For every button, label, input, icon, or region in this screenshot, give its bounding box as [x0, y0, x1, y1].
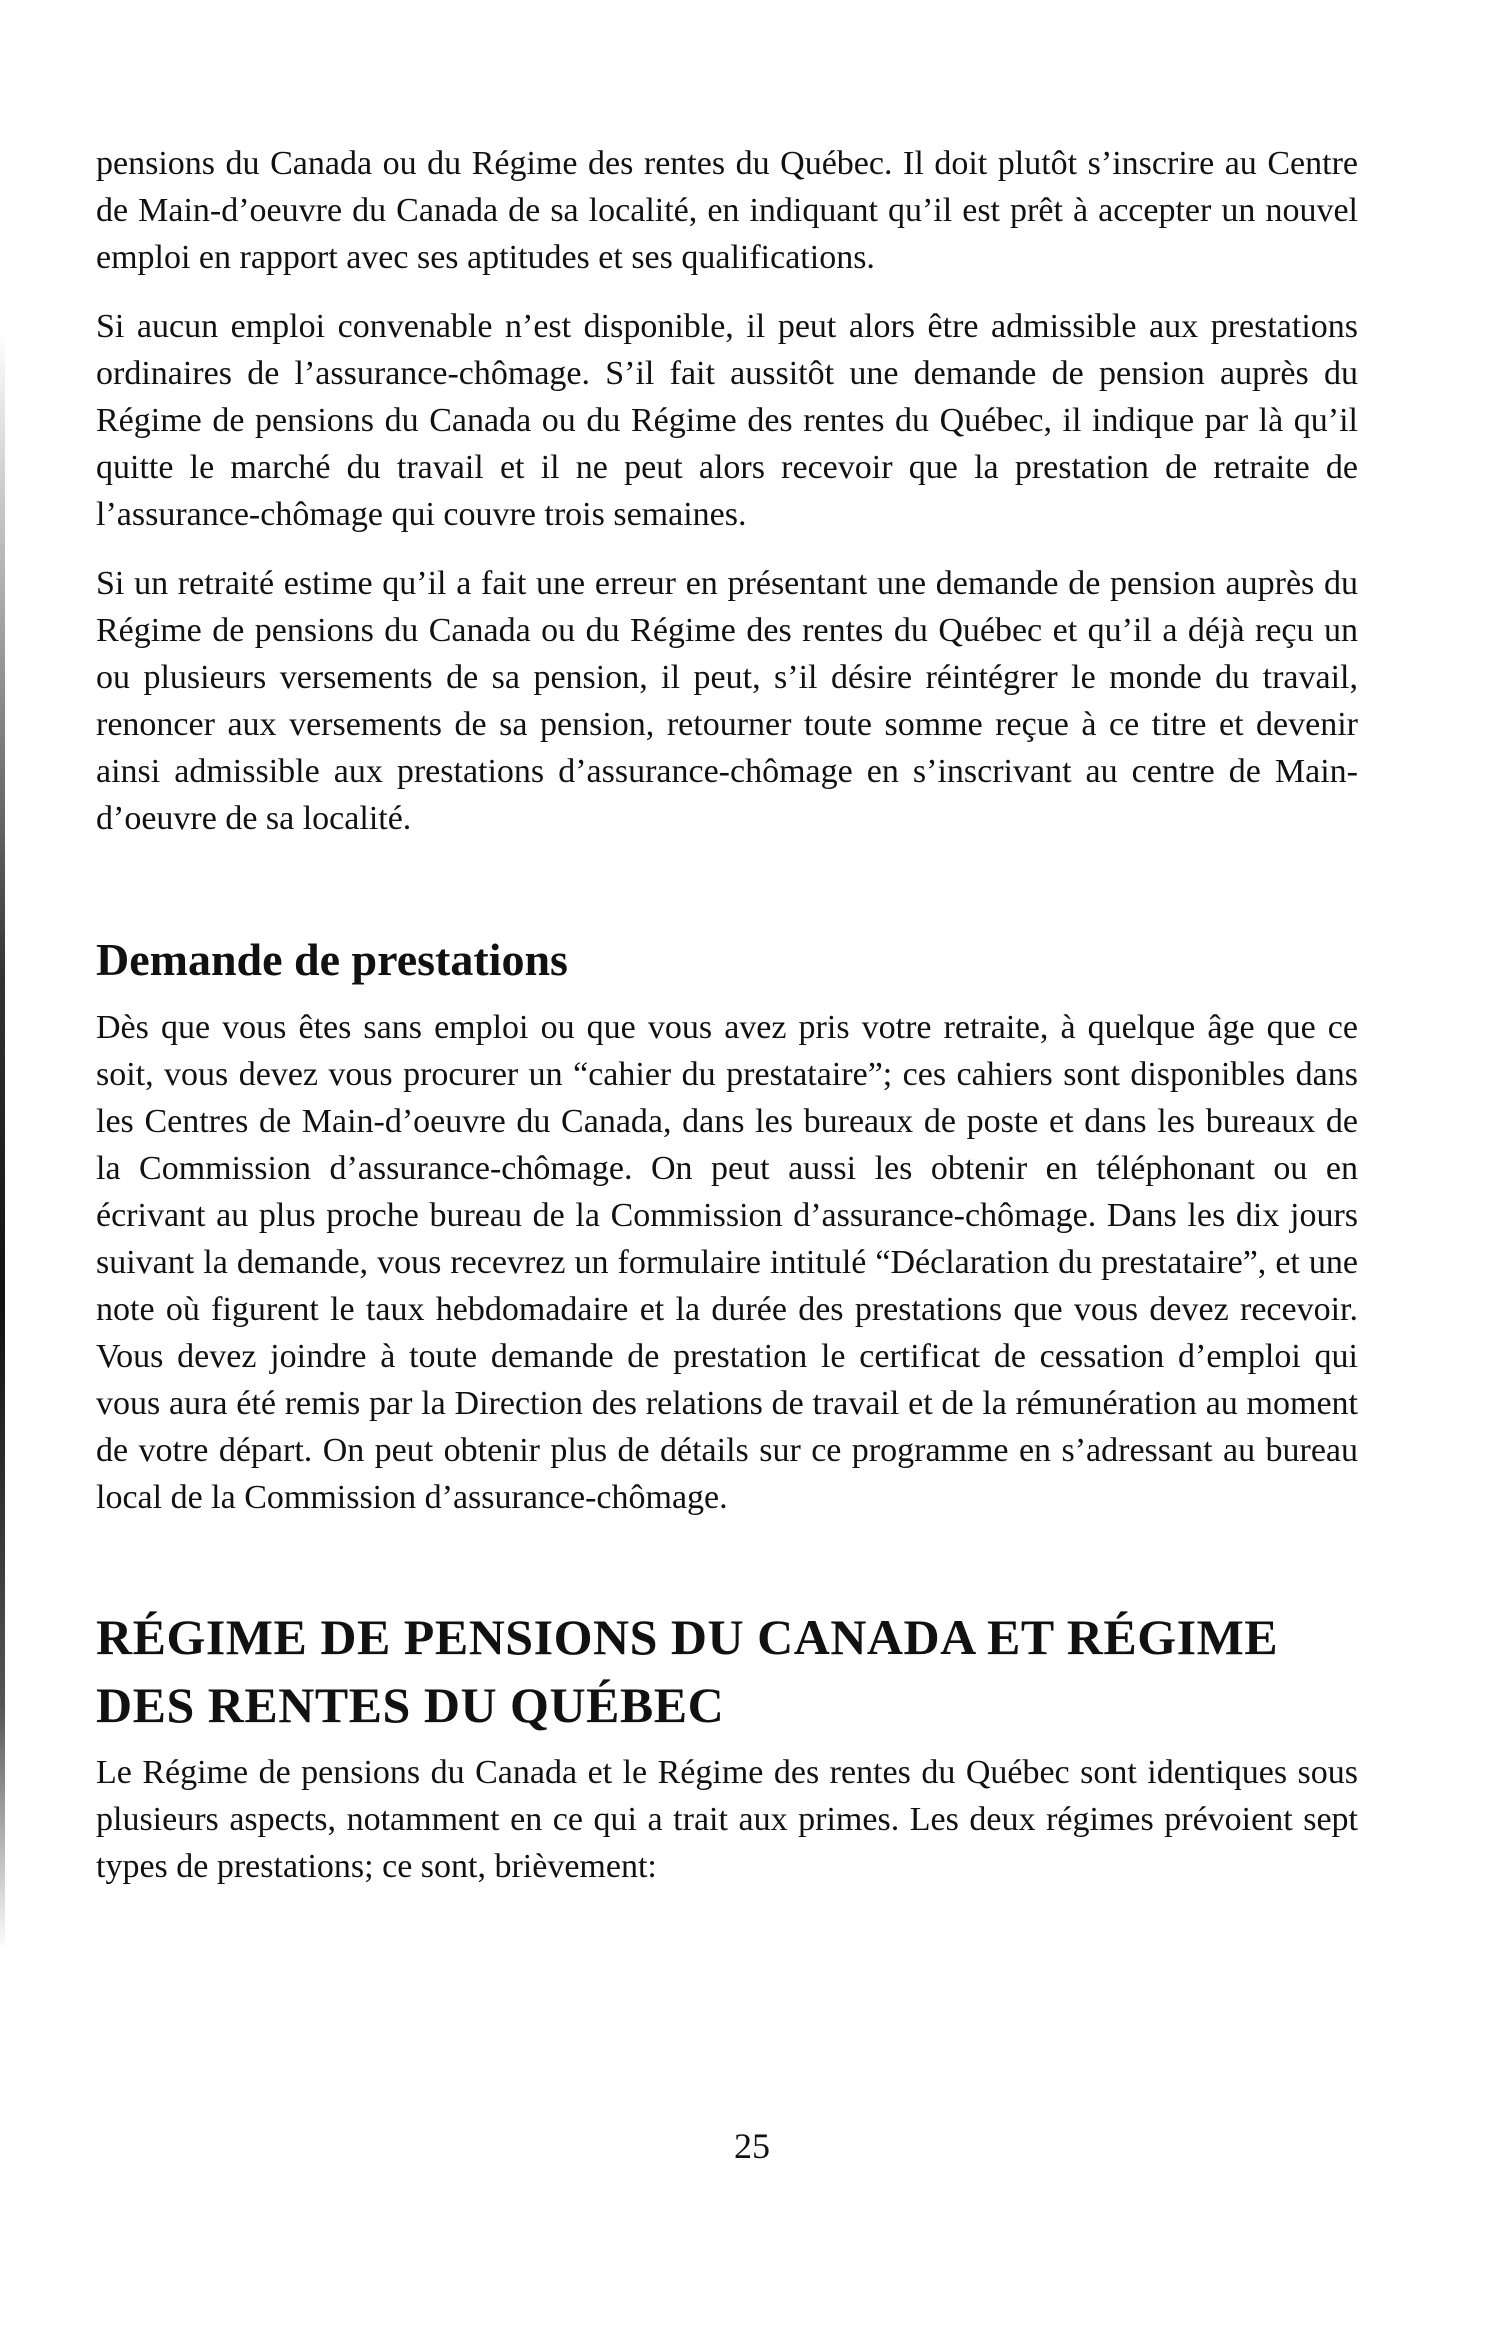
paragraph-pension-plans-intro: Le Régime de pensions du Canada et le Régime des rentes du Québec sont identiques sous plusieurs aspects, notamment en ce qui a trait aux primes. Les deux régimes prévoient sept types de prestations; ce sont, brièvement:: [96, 1754, 1358, 1885]
page-content: [96, 140, 1358, 1890]
chapter-heading-pension-plans: RÉGIME DE PENSIONS DU CANADA ET RÉGIME DES RENTES DU QUÉBEC: [96, 1609, 1279, 1733]
page-number: 25: [734, 2126, 770, 2166]
scan-edge-shadow: [0, 330, 5, 1950]
paragraph-benefit-claims: Dès que vous êtes sans emploi ou que vous avez pris votre retraite, à quelque âge que ce soit, vous devez vous procurer un “cahier du prestataire”; ces cahiers sont disponibles dans les Centres de Main-d’oeuvre du Canada, dans les bureaux de poste et dans les bureaux de la Commission d’assurance-chômage. On peut aussi les obtenir en téléphonant ou en écrivant au plus proche bureau de la Commission d’assurance-chômage. Dans les dix jours suivant la demande, vous recevrez un formulaire intitulé “Déclaration du prestataire”, et une note où figurent le taux hebdomadaire et la durée des prestations que vous devez recevoir. Vous devez joindre à toute demande de prestation le certificat de cessation d’emploi qui vous aura été remis par la Direction des relations de travail et de la rémunération au moment de votre départ. On peut obtenir plus de détails sur ce programme en s’adressant au bureau local de la Commission d’assurance-chômage.: [96, 1009, 1358, 1516]
paragraph-retiree-error: Si un retraité estime qu’il a fait une erreur en présentant une demande de pension auprès du Régime de pensions du Canada ou du Régime des rentes du Québec et qu’il a déjà reçu un ou plusieurs versements de sa pension, il peut, s’il désire réintégrer le monde du travail, renoncer aux versements de sa pension, retourner toute somme reçue à ce titre et devenir ainsi admissible aux prestations d’assurance-chômage en s’inscrivant au centre de Main- d’oeuvre de sa localité.: [96, 565, 1358, 837]
paragraph-pension-registration: pensions du Canada ou du Régime des rentes du Québec. Il doit plutôt s’inscrire au Centre de Main-d’oeuvre du Canada de sa localité, en indiquant qu’il est prêt à accepter un nouvel emploi en rapport avec ses aptitudes et ses qualifications.: [96, 145, 1358, 276]
paragraph-ordinary-benefits: Si aucun emploi convenable n’est disponible, il peut alors être admissible aux prestations ordinaires de l’assurance-chômage. S’il fait aussitôt une demande de pension auprès du Régime de pensions du Canada ou du Régime des rentes du Québec, il indique par là qu’il quitte le marché du travail et il ne peut alors recevoir que la prestation de retraite de l’assurance-chômage qui couvre trois semaines.: [96, 308, 1358, 533]
section-heading-benefit-claims: Demande de prestations: [96, 934, 568, 985]
